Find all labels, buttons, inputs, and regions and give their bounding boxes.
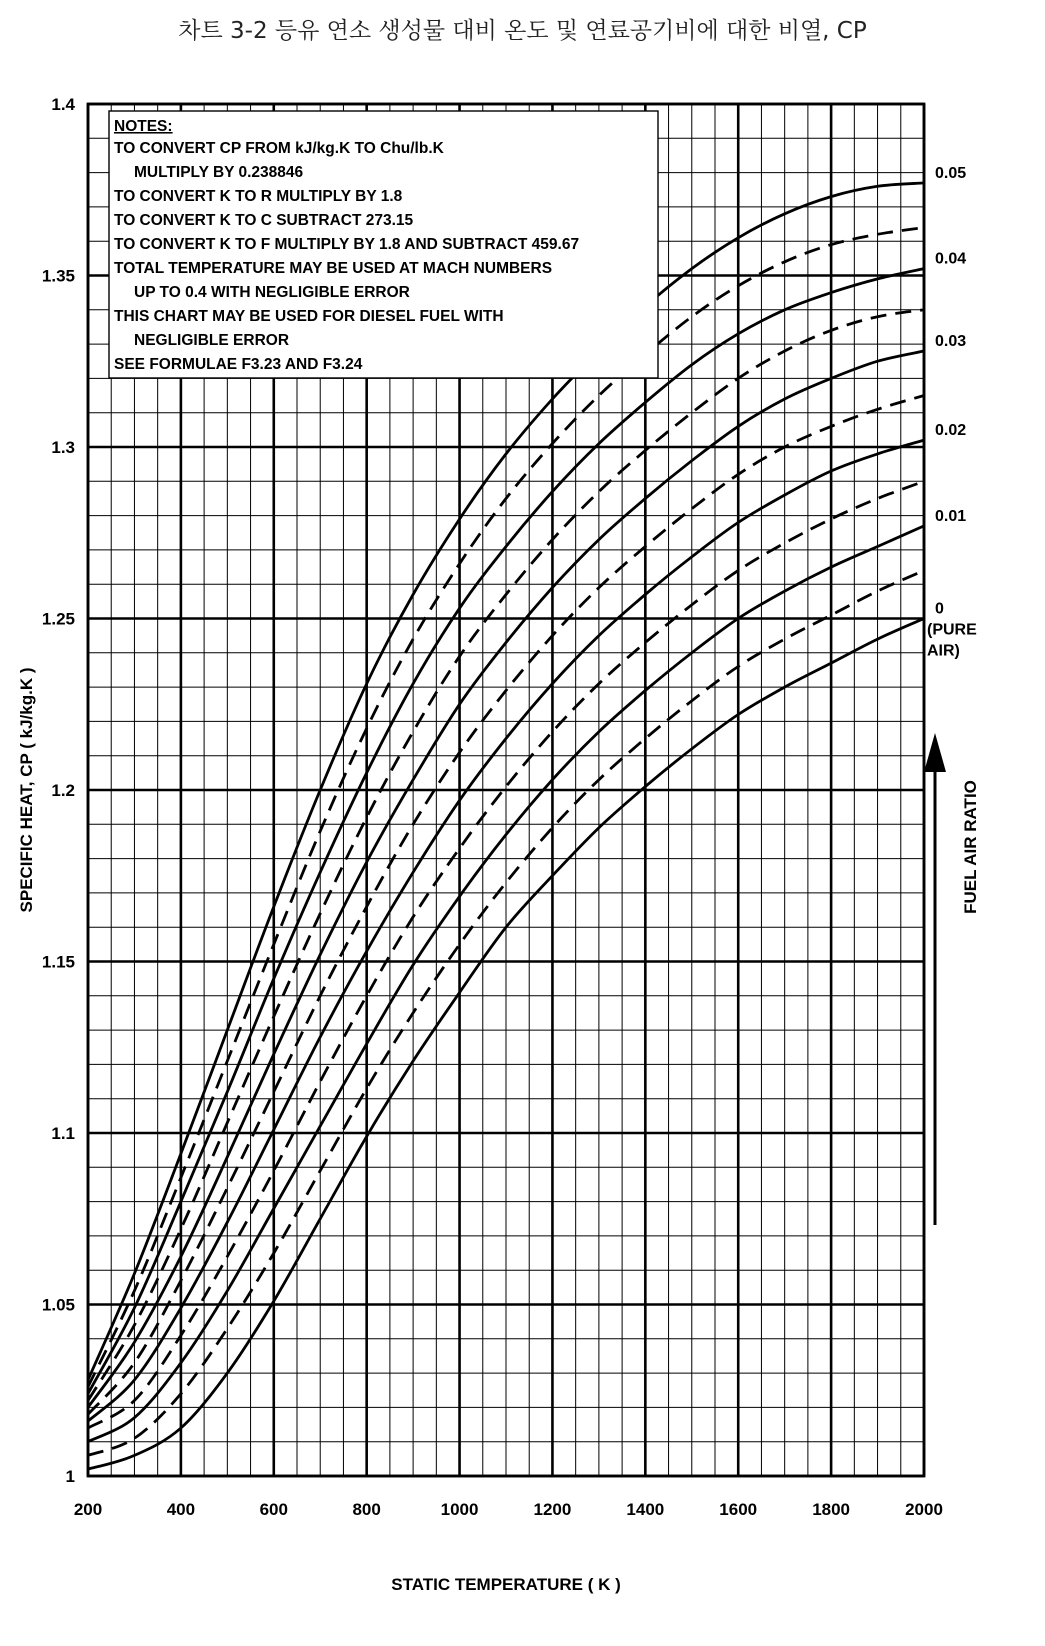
page-title: 차트 3-2 등유 연소 생성물 대비 온도 및 연료공기비에 대한 비열, CP — [178, 18, 867, 44]
y-tick-label: 1.4 — [51, 95, 75, 114]
fuel-air-ratio-arrow — [924, 733, 946, 1225]
y-tick-label: 1.05 — [41, 1295, 75, 1315]
x-tick-label: 800 — [352, 1500, 381, 1519]
y-tick-label: 1.1 — [51, 1124, 75, 1143]
x-tick-label: 1400 — [626, 1500, 665, 1519]
arrow-head-icon — [924, 733, 946, 772]
curve-labels — [927, 165, 977, 660]
axis-titles — [17, 668, 980, 1594]
curve-label: 0.04 — [935, 250, 967, 268]
notes-heading: NOTES: — [114, 118, 173, 135]
y-tick-label: 1 — [65, 1467, 75, 1486]
note-line: UP TO 0.4 WITH NEGLIGIBLE ERROR — [134, 284, 410, 301]
note-line: THIS CHART MAY BE USED FOR DIESEL FUEL WITH — [114, 308, 504, 325]
note-line: TO CONVERT K TO C SUBTRACT 273.15 — [114, 212, 414, 229]
note-line: MULTIPLY BY 0.238846 — [134, 164, 304, 181]
curve-label: 0.05 — [935, 164, 967, 182]
curve-label-pure-air: 0 (PURE AIR) — [927, 600, 977, 660]
x-tick-label: 200 — [73, 1500, 103, 1519]
note-line: TO CONVERT K TO R MULTIPLY BY 1.8 — [114, 188, 403, 205]
note-line: TOTAL TEMPERATURE MAY BE USED AT MACH NUMBERS — [114, 260, 553, 277]
x-axis-title: STATIC TEMPERATURE ( K ) — [391, 1575, 621, 1594]
y-tick-label: 1.3 — [51, 438, 75, 457]
note-line: TO CONVERT CP FROM kJ/kg.K TO Chu/lb.K — [114, 140, 444, 157]
curve-label: 0.01 — [935, 507, 967, 525]
note-line: TO CONVERT K TO F MULTIPLY BY 1.8 AND SUBTRACT 459.67 — [114, 236, 580, 253]
x-tick-label: 400 — [166, 1500, 196, 1519]
y-tick-label: 1.25 — [41, 609, 75, 629]
y-axis-title: SPECIFIC HEAT, CP ( kJ/kg.K ) — [17, 667, 36, 913]
x-tick-label: 1800 — [812, 1500, 851, 1519]
x-tick-label: 1200 — [533, 1500, 572, 1519]
notes-box — [109, 111, 658, 378]
y-tick-label: 1.2 — [51, 781, 75, 800]
x-tick-label: 1600 — [719, 1500, 758, 1519]
x-tick-label: 2000 — [905, 1500, 943, 1519]
note-line: NEGLIGIBLE ERROR — [134, 332, 290, 349]
y-tick-label: 1.15 — [41, 952, 75, 972]
note-line: SEE FORMULAE F3.23 AND F3.24 — [114, 356, 363, 373]
x-tick-label: 1000 — [440, 1500, 479, 1519]
curve-label: 0.02 — [935, 422, 967, 440]
curve-label: 0.03 — [935, 332, 967, 350]
right-axis-title: FUEL AIR RATIO — [961, 780, 980, 914]
y-tick-label: 1.35 — [41, 266, 75, 286]
x-tick-label: 600 — [259, 1500, 288, 1519]
